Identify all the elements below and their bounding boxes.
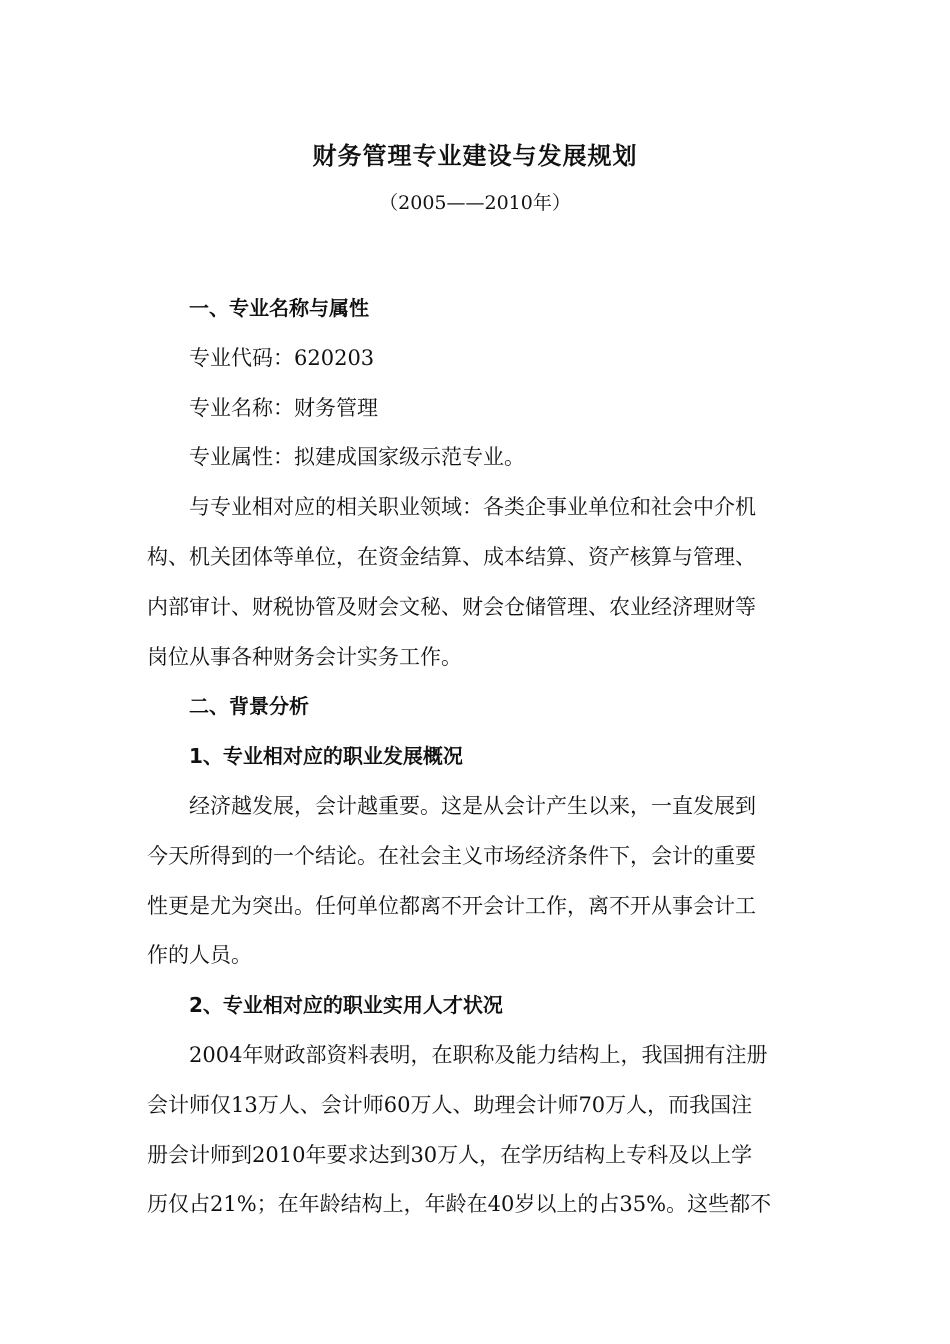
paragraph-line: 内部审计、财税协管及财会文秘、财会仓储管理、农业经济理财等: [147, 594, 756, 619]
paragraph-line: 性更是尤为突出。任何单位都离不开会计工作，离不开从事会计工: [147, 893, 756, 918]
paragraph-line: 会计师仅13万人、会计师60万人、助理会计师70万人，而我国注: [147, 1092, 753, 1117]
paragraph-line: 2004年财政部资料表明，在职称及能力结构上，我国拥有注册: [189, 1042, 768, 1067]
paragraph-line: 历仅占21%；在年龄结构上，年龄在40岁以上的占35%。这些都不: [147, 1192, 772, 1217]
paragraph-line: 岗位从事各种财务会计实务工作。: [147, 644, 462, 669]
paragraph-line: 与专业相对应的相关职业领域：各类企事业单位和社会中介机: [189, 495, 756, 520]
document-body: [147, 284, 797, 1230]
subsection-heading-2: 2、专业相对应的职业实用人才状况: [189, 993, 503, 1018]
document-subtitle: （2005——2010年）: [379, 192, 571, 214]
paragraph-line: 今天所得到的一个结论。在社会主义市场经济条件下，会计的重要: [147, 843, 756, 868]
major-attribute: 专业属性：拟建成国家级示范专业。: [189, 445, 525, 470]
document-title: 财务管理专业建设与发展规划: [312, 142, 638, 170]
major-code: 专业代码：620203: [189, 345, 375, 370]
subsection-heading-1: 1、专业相对应的职业发展概况: [189, 744, 463, 769]
paragraph-line: 构、机关团体等单位，在资金结算、成本结算、资产核算与管理、: [147, 544, 756, 569]
section-heading-1: 一、专业名称与属性: [189, 296, 369, 320]
major-name: 专业名称：财务管理: [189, 395, 378, 420]
paragraph-line: 作的人员。: [147, 943, 252, 968]
paragraph-line: 册会计师到2010年要求达到30万人，在学历结构上专科及以上学: [147, 1142, 753, 1167]
section-heading-2: 二、背景分析: [189, 694, 309, 719]
paragraph-line: 经济越发展，会计越重要。这是从会计产生以来，一直发展到: [189, 793, 756, 818]
